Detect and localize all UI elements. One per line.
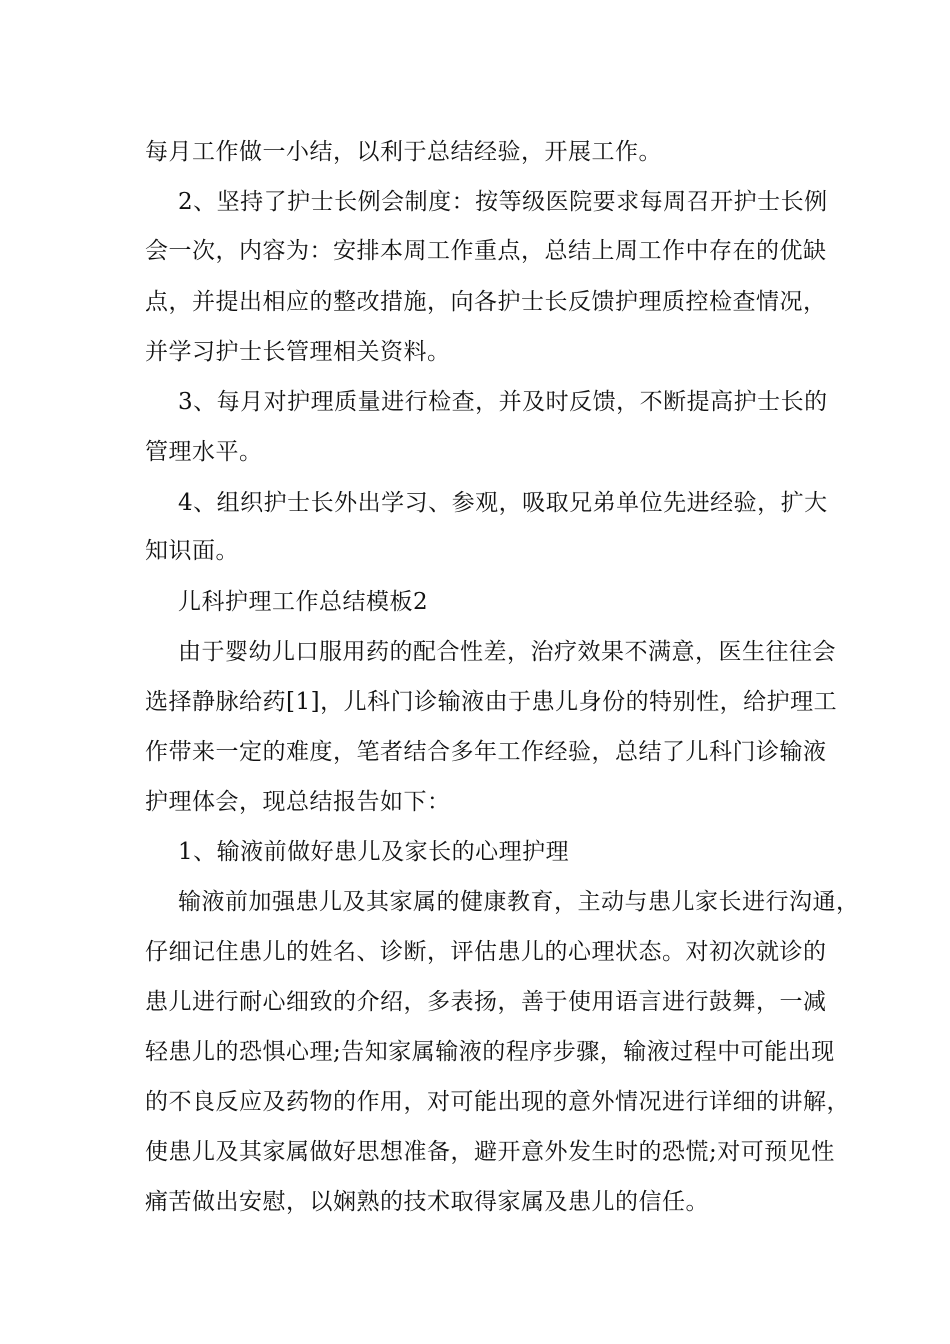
text-line: 仔细记住患儿的姓名、诊断，评估患儿的心理状态。对初次就诊的 — [145, 939, 827, 965]
text-line: 会一次，内容为：安排本周工作重点，总结上周工作中存在的优缺 — [145, 238, 827, 264]
text-line: 患儿进行耐心细致的介绍，多表扬，善于使用语言进行鼓舞，一减 — [145, 989, 827, 1015]
subheading: 1、输液前做好患儿及家长的心理护理 — [178, 839, 570, 865]
text-line: 4、组织护士长外出学习、参观，吸取兄弟单位先进经验，扩大 — [178, 490, 828, 516]
text-line: 由于婴幼儿口服用药的配合性差，治疗效果不满意，医生往往会 — [178, 639, 836, 665]
text-line: 选择静脉给药[1]，儿科门诊输液由于患儿身份的特别性，给护理工 — [145, 689, 838, 715]
text-line: 2、坚持了护士长例会制度：按等级医院要求每周召开护士长例 — [178, 189, 828, 215]
text-line: 护理体会，现总结报告如下： — [145, 789, 451, 815]
text-line: 作带来一定的难度，笔者结合多年工作经验，总结了儿科门诊输液 — [145, 739, 827, 765]
text-line: 点，并提出相应的整改措施，向各护士长反馈护理质控检查情况， — [145, 289, 827, 315]
text-line: 并学习护士长管理相关资料。 — [145, 339, 451, 365]
text-line: 知识面。 — [145, 538, 239, 564]
section-heading: 儿科护理工作总结模板2 — [178, 589, 429, 615]
text-line: 管理水平。 — [145, 439, 263, 465]
text-line: 使患儿及其家属做好思想准备，避开意外发生时的恐慌;对可预见性 — [145, 1139, 835, 1165]
text-line: 痛苦做出安慰，以娴熟的技术取得家属及患儿的信任。 — [145, 1189, 709, 1215]
text-line: 3、每月对护理质量进行检查，并及时反馈，不断提高护士长的 — [178, 389, 828, 415]
text-line: 每月工作做一小结，以利于总结经验，开展工作。 — [145, 139, 662, 165]
text-line: 输液前加强患儿及其家属的健康教育，主动与患儿家长进行沟通， — [178, 889, 860, 915]
text-line: 轻患儿的恐惧心理;告知家属输液的程序步骤，输液过程中可能出现 — [145, 1039, 835, 1065]
text-line: 的不良反应及药物的作用，对可能出现的意外情况进行详细的讲解， — [145, 1089, 850, 1115]
